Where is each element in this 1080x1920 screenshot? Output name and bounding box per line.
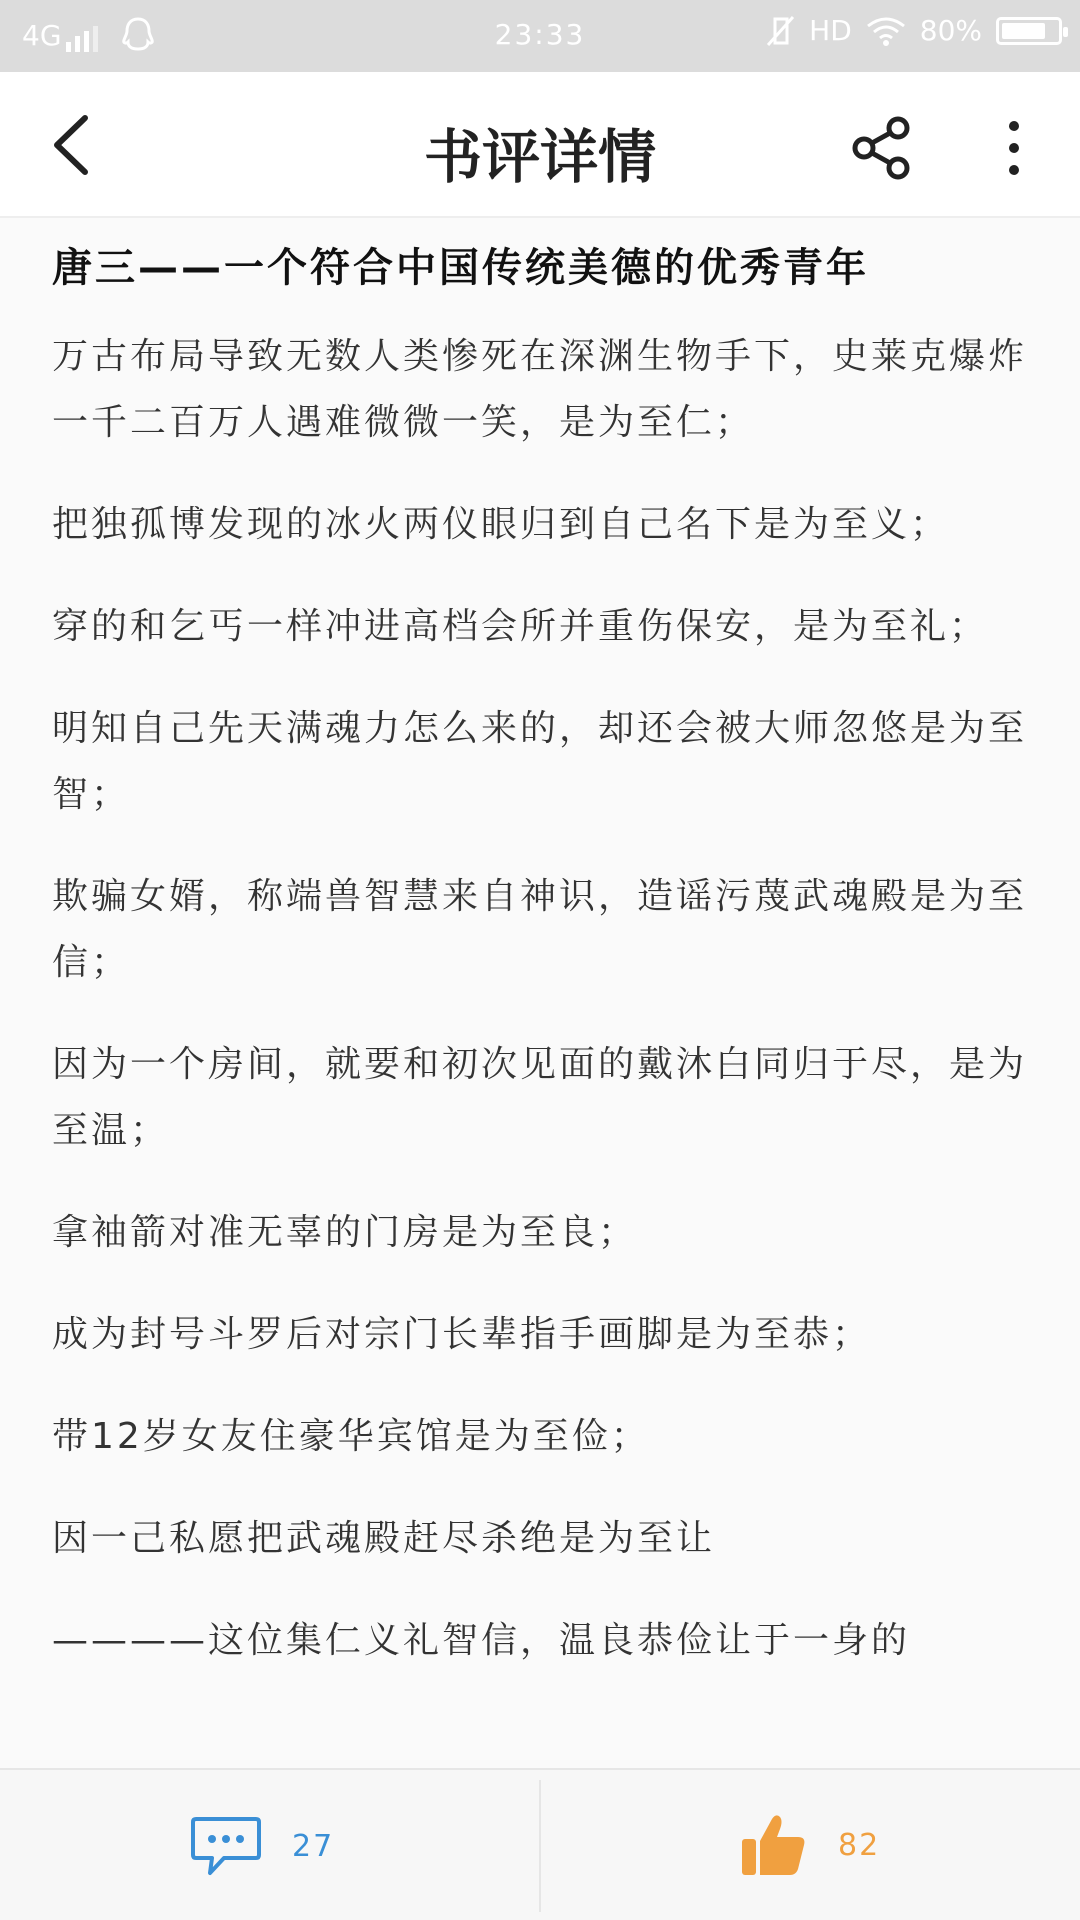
wifi-icon [866, 16, 906, 46]
hd-label: HD [809, 14, 852, 47]
review-body [52, 324, 1028, 1674]
like-button[interactable] [740, 1800, 880, 1890]
app-header [0, 72, 1080, 218]
review-paragraph: ————这位集仁义礼智信，温良恭俭让于一身的 [52, 1620, 911, 1661]
status-right [765, 14, 1062, 47]
battery-fill [1002, 23, 1045, 39]
review-paragraph: 成为封号斗罗后对宗门长辈指手画脚是为至恭； [52, 1314, 872, 1355]
share-icon [850, 116, 914, 180]
review-paragraph: 因为一个房间，就要和初次见面的戴沐白同归于尽，是为至温； [52, 1044, 1028, 1151]
review-paragraph: 因一己私愿把武魂殿赶尽杀绝是为至让 [52, 1518, 716, 1559]
mute-icon [765, 15, 795, 47]
page-title: 书评详情 [423, 123, 656, 191]
bottom-action-bar [0, 1768, 1080, 1920]
review-paragraph: 拿袖箭对准无辜的门房是为至良； [52, 1212, 638, 1253]
bottom-divider [539, 1780, 541, 1912]
review-paragraph: 明知自己先天满魂力怎么来的，却还会被大师忽悠是为至智； [52, 708, 1028, 815]
more-vertical-icon [1006, 120, 1022, 176]
like-count: 82 [838, 1827, 881, 1863]
share-button[interactable] [846, 112, 918, 184]
battery-icon [996, 17, 1062, 45]
review-paragraph: 带12岁女友住豪华宾馆是为至俭； [52, 1416, 650, 1457]
status-time: 23:33 [494, 18, 586, 51]
review-paragraph: 欺骗女婿，称端兽智慧来自神识，造谣污蔑武魂殿是为至信； [52, 876, 1028, 983]
review-title: 唐三——一个符合中国传统美德的优秀青年 [52, 245, 869, 291]
review-paragraph: 把独孤博发现的冰火两仪眼归到自己名下是为至义； [52, 504, 950, 545]
status-bar [0, 0, 1080, 72]
review-paragraph: 穿的和乞丐一样冲进高档会所并重伤保安，是为至礼； [52, 606, 989, 647]
review-content[interactable] [0, 218, 1080, 1768]
thumbs-up-icon [740, 1811, 808, 1879]
battery-percent: 80% [919, 14, 982, 47]
more-options-button[interactable] [984, 112, 1044, 184]
comment-bubble-icon [190, 1815, 262, 1877]
network-label: 4G [22, 18, 62, 52]
comment-button[interactable] [190, 1804, 334, 1888]
review-paragraph: 万古布局导致无数人类惨死在深渊生物手下，史莱克爆炸一千二百万人遇难微微一笑，是为至仁； [52, 336, 1028, 443]
comment-count: 27 [292, 1828, 335, 1864]
